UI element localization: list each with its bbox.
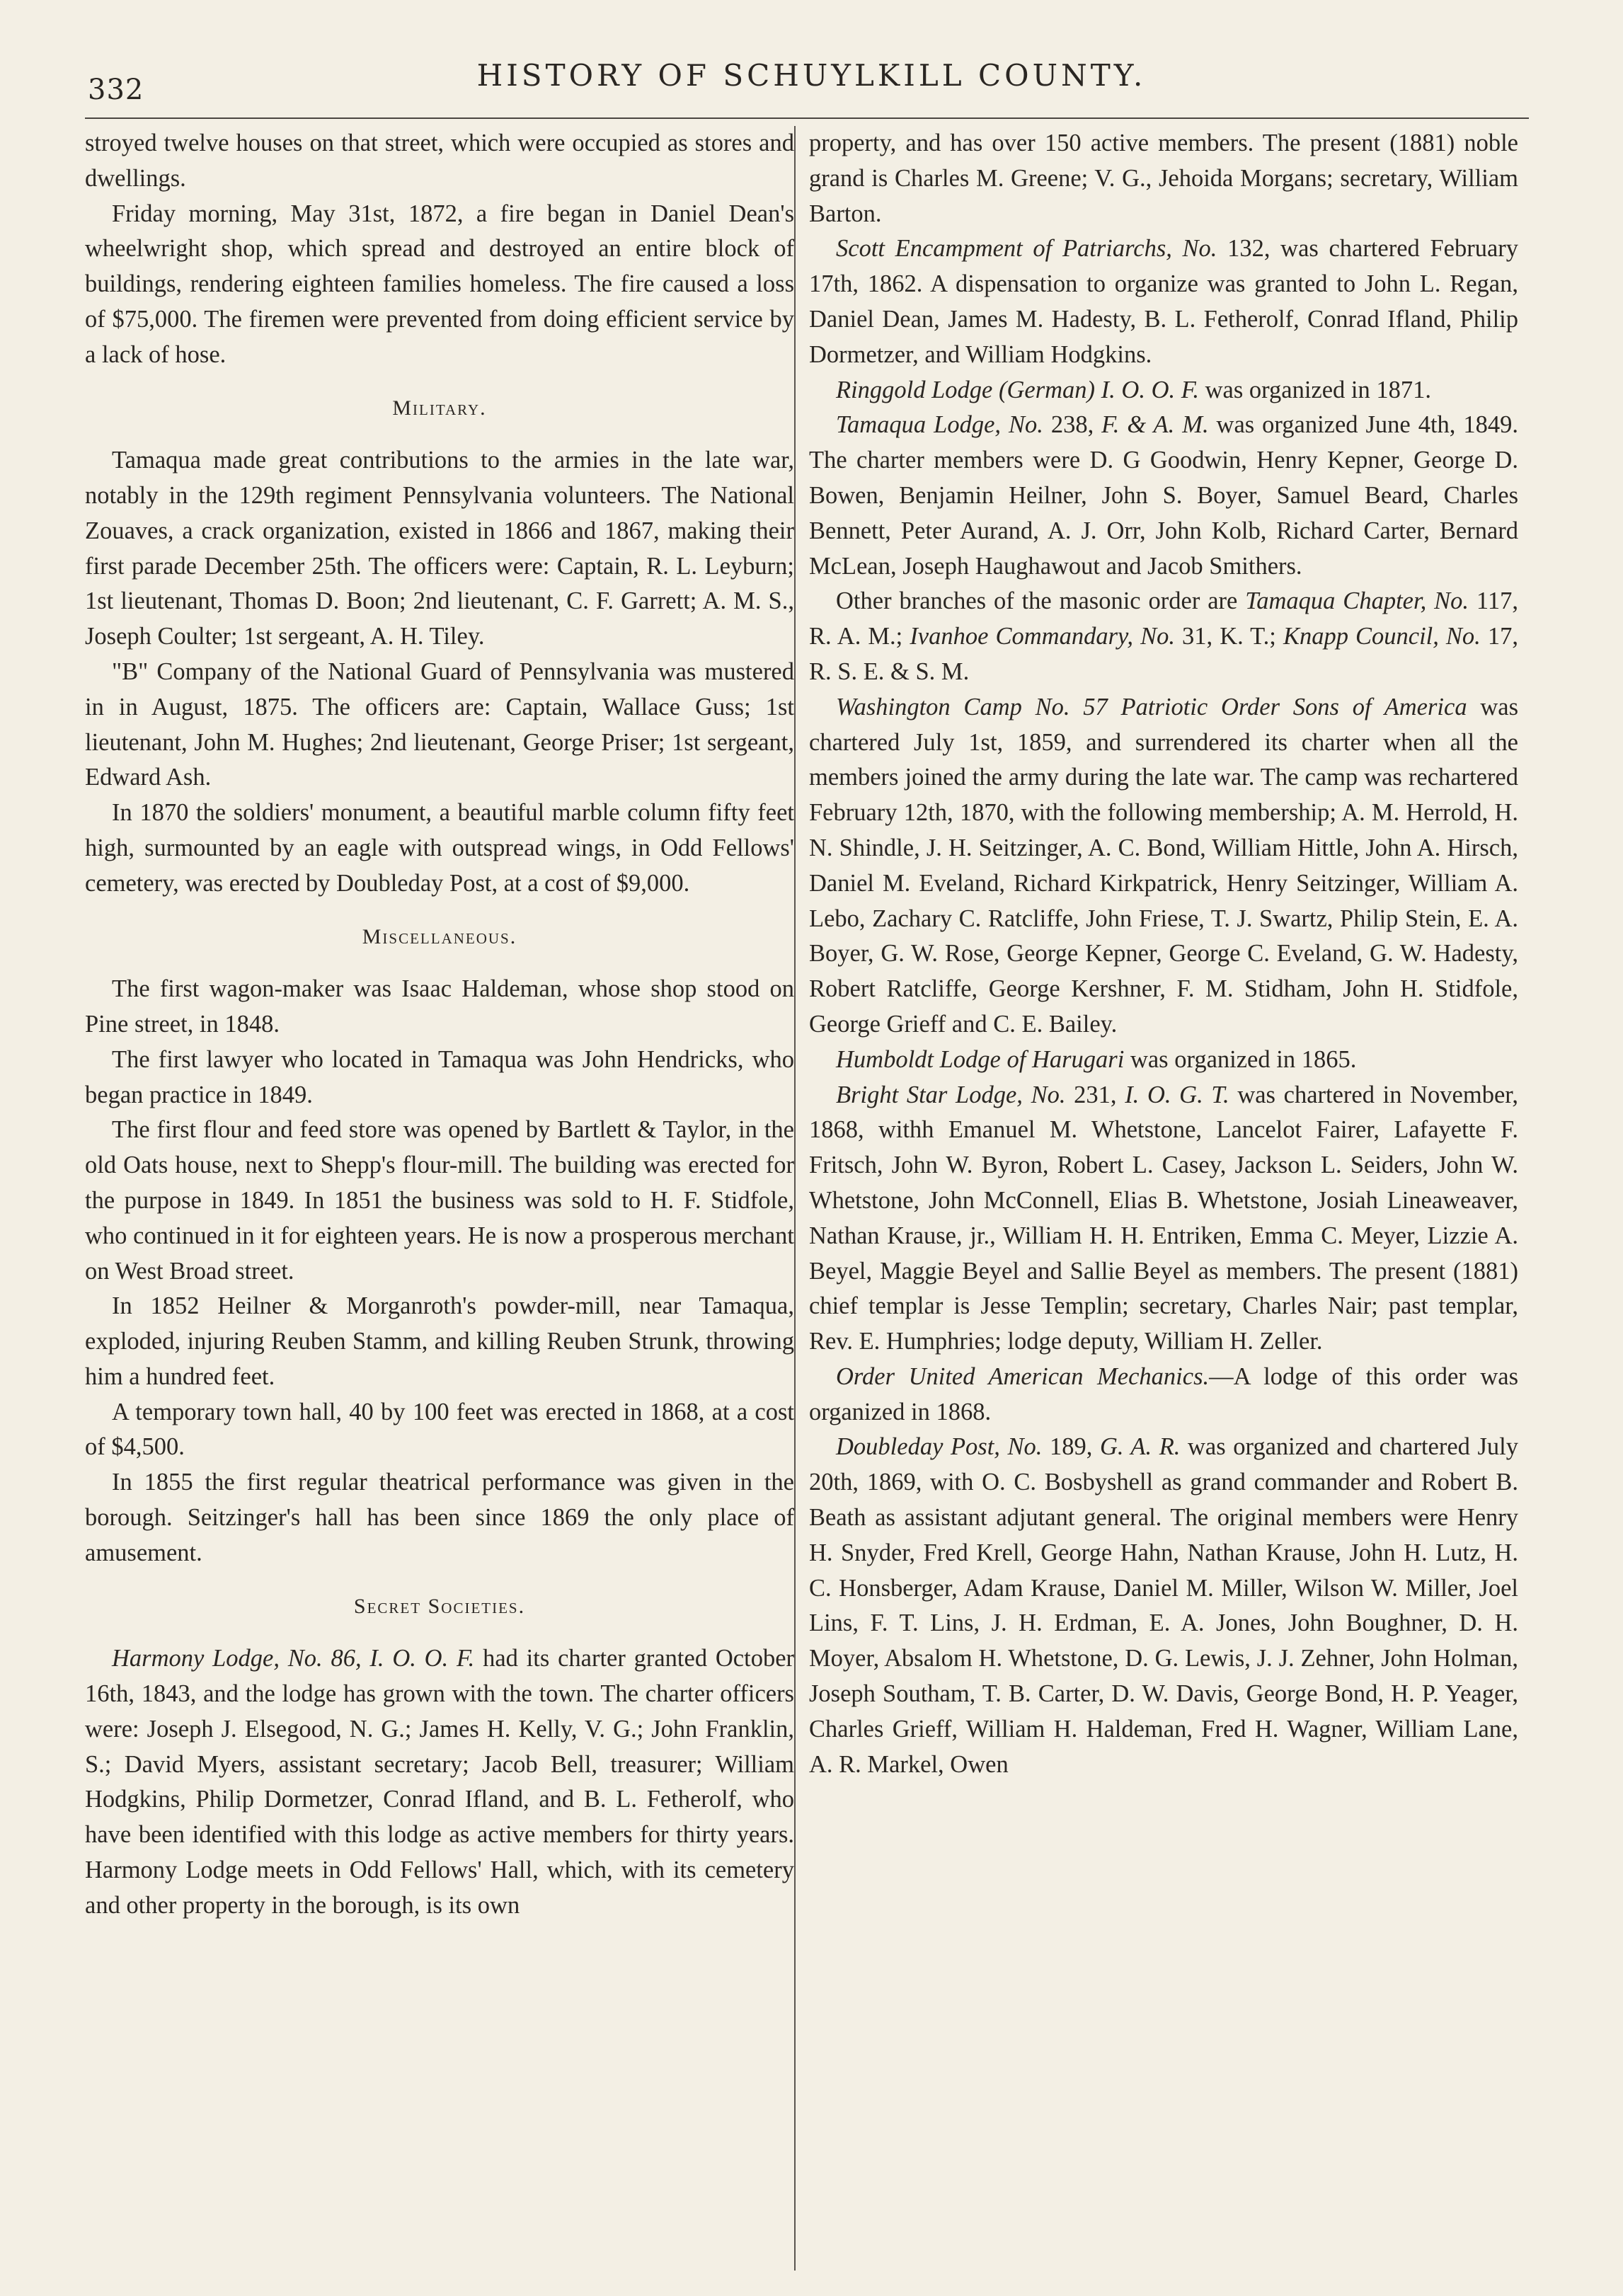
lodge-name: Scott Encampment of Patriarchs, No. — [836, 235, 1217, 263]
paragraph — [809, 231, 1518, 372]
paragraph-text: was chartered July 1st, 1859, and surrendered its charter when all the members joined the army during the late war. The camp was rechartered February 12th, 1870, with the following membership; A. M. Herrold, H. N. Shindle, J. H. Seitzinger, A. C. Bond, William Hittle, John A. Hirsch, Daniel M. Eveland, Richard Kirkpatrick, Henry Seitzinger, William A. Lebo, Zachary C. Ratcliffe, John Friese, T. J. Swartz, Philip Stein, E. A. Boyer, G. W. Rose, George Kepner, George C. Eveland, G. W. Hadesty, Robert Ratcliffe, George Kershner, F. M. Stidham, John H. Stidfole, George Grieff and C. E. Bailey. — [809, 693, 1518, 1038]
lodge-name: Humboldt Lodge of Harugari — [836, 1045, 1125, 1073]
paragraph: A temporary town hall, 40 by 100 feet was erected in 1868, at a cost of $4,500. — [85, 1398, 794, 1461]
paragraph-text: 17, R. S. E. & S. M. — [809, 623, 1518, 685]
section-heading-miscellaneous: Miscellaneous. — [362, 924, 517, 948]
column-divider — [794, 126, 796, 2271]
paragraph: Friday morning, May 31st, 1872, a fire began in Daniel Dean's wheelwright shop, which spread and destroyed an entire block of buildings, rendering eighteen families homeless. The fire caused a loss of $75,000. The firemen were prevented from doing efficient service by a lack of hose. — [85, 200, 794, 368]
paragraph: In 1852 Heilner & Morganroth's powder-mill, near Tamaqua, exploded, injuring Reuben Stamm, and killing Reuben Strunk, throwing him a hundred feet. — [85, 1292, 794, 1390]
paragraph: In 1855 the first regular theatrical performance was given in the borough. Seitzinger's hall has been since 1869 the only place of amusement. — [85, 1469, 794, 1566]
paragraph — [809, 1043, 1518, 1078]
section-heading-military: Military. — [392, 396, 487, 420]
lodge-name: Doubleday Post, No. — [836, 1433, 1043, 1461]
page-number: 332 — [88, 74, 144, 106]
paragraph: In 1870 the soldiers' monument, a beautiful marble column fifty feet high, surmounted by an eagle with outspread wings, in Odd Fellows' cemetery, was erected by Doubleday Post, at a cost of $9,000. — [85, 799, 794, 897]
paragraph-text: 132, was chartered February 17th, 1862. A dispensation to organize was granted to John L. Regan, Daniel Dean, James M. Hadesty, B. L. Fetherolf, Conrad Ifland, Philip Dormetzer, and William Hodgkins. — [809, 235, 1518, 368]
paragraph-text: had its charter granted October 16th, 1843, and the lodge has grown with the town. The charter officers were: Joseph J. Elsegood, N. G.; James H. Kelly, V. G.; John Franklin, S.; David Myers, assistant secretary; Jacob Bell, treasurer; William Hodgkins, Philip Dormetzer, Conrad Ifland, and B. L. Fetherolf, who have been identified with this lodge as active members for thirty years. Harmony Lodge meets in Odd Fellows' Hall, which, with its cemetery and other property in the borough, is its own — [85, 1645, 794, 1919]
right-column — [809, 126, 1518, 2221]
paragraph — [809, 373, 1518, 408]
paragraph — [809, 1078, 1518, 1360]
paragraph: stroyed twelve houses on that street, which were occupied as stores and dwellings. — [85, 130, 794, 192]
paragraph — [85, 1641, 794, 1923]
paragraph — [809, 1430, 1518, 1782]
lodge-name: Order United American Mechanics. — [836, 1362, 1210, 1390]
left-column — [85, 126, 794, 2221]
lodge-name: Ivanhoe Commandary, No. — [910, 623, 1175, 650]
paragraph — [809, 1360, 1518, 1430]
paragraph-text: 31, K. T.; — [1174, 623, 1283, 650]
lodge-name: Harmony Lodge, No. 86, I. O. O. F. — [112, 1645, 475, 1672]
paragraph-text: —A lodge of this order was organized in 1868. — [809, 1362, 1518, 1425]
paragraph-text: was organized in 1865. — [1124, 1045, 1357, 1073]
paragraph-text: 238, — [1043, 411, 1102, 439]
lodge-name: Tamaqua Lodge, No. — [836, 411, 1043, 439]
lodge-name: I. O. G. T. — [1125, 1081, 1229, 1108]
header-rule — [85, 117, 1529, 119]
paragraph — [809, 690, 1518, 1043]
paragraph-text: 189, — [1042, 1433, 1100, 1461]
paragraph-text: 231, — [1065, 1081, 1125, 1108]
paragraph: The first flour and feed store was opened by Bartlett & Taylor, in the old Oats house, next to Shepp's flour-mill. The building was erected for the purpose in 1849. In 1851 the business was sold to H. F. Stidfole, who continued in it for eighteen years. He is now a prosperous merchant on West Broad street. — [85, 1116, 794, 1285]
lodge-name: Bright Star Lodge, No. — [836, 1081, 1066, 1108]
running-title: HISTORY OF SCHUYLKILL COUNTY. — [476, 58, 1147, 93]
lodge-name: Washington Camp No. 57 Patriotic Order Sons of America — [836, 693, 1467, 721]
paragraph: The first lawyer who located in Tamaqua was John Hendricks, who began practice in 1849. — [85, 1045, 794, 1108]
paragraph-text: was organized June 4th, 1849. The charter members were D. G Goodwin, Henry Kepner, George D. Bowen, Benjamin Heilner, John S. Boyer, Samuel Beard, Charles Bennett, Peter Aurand, A. J. Orr, John Kolb, Richard Carter, Bernard McLean, Joseph Haughawout and Jacob Smithers. — [809, 411, 1518, 580]
paragraph: Tamaqua made great contributions to the armies in the late war, notably in the 129th regiment Pennsylvania volunteers. The National Zouaves, a crack organization, existed in 1866 and 1867, making their first parade December 25th. The officers were: Captain, R. L. Leyburn; 1st lieutenant, Thomas D. Boon; 2nd lieutenant, C. F. Garrett; A. M. S., Joseph Coulter; 1st sergeant, A. H. Tiley. — [85, 447, 794, 650]
paragraph — [809, 584, 1518, 689]
paragraph — [809, 408, 1518, 584]
section-heading-secret-societies: Secret Societies. — [353, 1594, 526, 1618]
lodge-name: Knapp Council, No. — [1283, 623, 1481, 650]
paragraph-text: was chartered in November, 1868, withh Emanuel M. Whetstone, Lancelot Fairer, Lafayette F. Fritsch, John W. Byron, Robert L. Casey, Jackson L. Seiders, John W. Whetstone, John McConnell, Elias B. Whetstone, Josiah Lineaweaver, Nathan Krause, jr., William H. H. Entriken, Emma C. Meyer, Lizzie A. Beyel, Maggie Beyel and Sallie Beyel as members. The present (1881) chief templar is Jesse Templin; secretary, Charles Nair; past templar, Rev. E. Humphries; lodge deputy, William H. Zeller. — [809, 1081, 1518, 1355]
paragraph-text: was organized in 1871. — [1199, 376, 1432, 403]
lodge-name: F. & A. M. — [1101, 411, 1209, 439]
paragraph-text: 117, R. A. M.; — [809, 587, 1518, 650]
lodge-name: Ringgold Lodge (German) I. O. O. F. — [836, 376, 1199, 403]
paragraph-text: was organized and chartered July 20th, 1869, with O. C. Bosbyshell as grand commander and Robert B. Beath as assistant adjutant general. The original members were Henry H. Snyder, Fred Krell, George Hahn, Nathan Krause, John H. Lutz, H. C. Honsberger, Adam Krause, Daniel M. Miller, Wilson W. Miller, Joel Lins, F. T. Lins, J. H. Erdman, E. A. Jones, John Boughner, D. H. Moyer, Absalom H. Whetstone, D. G. Lewis, J. J. Zehner, John Holman, Joseph Southam, T. B. Carter, D. W. Davis, George Bond, H. P. Yeager, Charles Grieff, William H. Haldeman, Fred H. Wagner, William Lane, A. R. Markel, Owen — [809, 1433, 1518, 1778]
lodge-name: Tamaqua Chapter, No. — [1245, 587, 1469, 615]
paragraph: The first wagon-maker was Isaac Haldeman, whose shop stood on Pine street, in 1848. — [85, 975, 794, 1038]
paragraph-text: Other branches of the masonic order are — [836, 587, 1246, 615]
paragraph: property, and has over 150 active members. The present (1881) noble grand is Charles M. Greene; V. G., Jehoida Morgans; secretary, William Barton. — [809, 130, 1518, 227]
lodge-name: G. A. R. — [1099, 1433, 1181, 1461]
paragraph: "B" Company of the National Guard of Pennsylvania was mustered in in August, 1875. The officers are: Captain, Wallace Guss; 1st lieutenant, John M. Hughes; 2nd lieutenant, George Priser; 1st sergeant, Edward Ash. — [85, 658, 794, 791]
